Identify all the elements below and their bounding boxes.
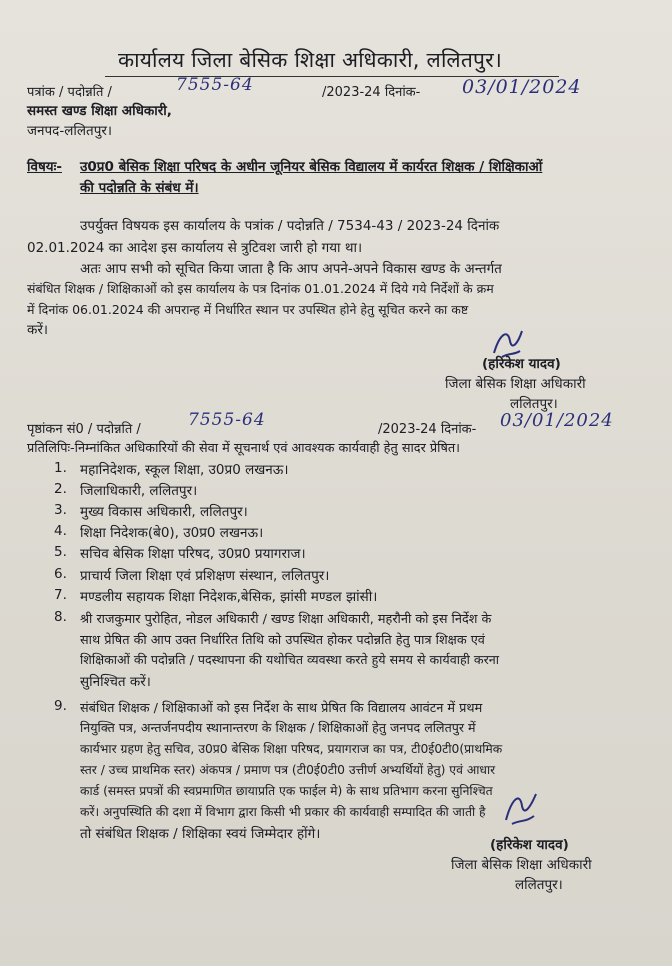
list-item-9-line6: करें। अनुपस्थिति की दशा में विभाग द्वारा किसी भी प्रकार की कार्यवाही सम्पादित की जाती है: [80, 805, 486, 819]
para1-line2: 02.01.2024 का आदेश इस कार्यालय से त्रुटिवश जारी हो गया था।: [27, 240, 363, 256]
list-item-8-number: 8.: [54, 609, 67, 625]
list-item-8-line1: श्री राजकुमार पुरोहित, नोडल अधिकारी / खण्ड शिक्षा अधिकारी, महरौनी को इस निर्देश के: [80, 612, 492, 627]
list-item: महानिदेशक, स्कूल शिक्षा, उ0प्र0 लखनऊ।: [80, 462, 289, 478]
list-item: प्राचार्य जिला शिक्षा एवं प्रशिक्षण संस्थान, ललितपुर।: [80, 568, 330, 584]
list-item: सचिव बेसिक शिक्षा परिषद, उ0प्र0 प्रयागराज।: [80, 546, 306, 562]
list-item-9-line3: कार्यभार ग्रहण हेतु सचिव, उ0प्र0 बेसिक शिक्षा परिषद, प्रयागराज का पत्र, टी0ई0टी0(प्राथमिक: [80, 742, 503, 756]
para2-line1: अतः आप सभी को सूचित किया जाता है कि आप अपने-अपने विकास खण्ड के अन्तर्गत: [80, 261, 502, 277]
para2-line4: करें।: [27, 322, 49, 338]
list-item-8-line3: शिक्षिकाओं की पदोन्नति / पदस्थापना की यथोचित व्यवस्था करते हुये समय से कार्यवाही करना: [80, 652, 499, 667]
office-title: कार्यालय जिला बेसिक शिक्षा अधिकारी, ललितपुर।: [118, 48, 503, 72]
list-item: शिक्षा निदेशक(बे0), उ0प्र0 लखनऊ।: [80, 525, 264, 541]
list-item-9-line7: तो संबंधित शिक्षक / शिक्षिका स्वयं जिम्मेदार होंगे।: [80, 826, 321, 842]
list-item: मुख्य विकास अधिकारी, ललितपुर।: [80, 504, 248, 520]
endorsement-year-label: /2023-24 दिनांक-: [378, 422, 477, 437]
reference-number-handwritten: 7555-64: [176, 75, 254, 95]
reference-label: पत्रांक / पदोन्नति /: [27, 85, 112, 100]
signature1-name: (हरिकेश यादव): [482, 356, 561, 372]
subject-label: विषयः-: [27, 159, 62, 175]
recipient-line2: जनपद-ललितपुर।: [27, 123, 113, 139]
signature-mark-2: [498, 786, 542, 830]
endorsement-number-handwritten: 7555-64: [188, 410, 266, 430]
list-item-number: 7.: [54, 587, 67, 603]
reference-year-label: /2023-24 दिनांक-: [322, 85, 421, 100]
copy-to-line: प्रतिलिपिः-निम्नांकित अधिकारियों की सेवा में सूचनार्थ एवं आवश्यक कार्यवाही हेतु सादर प्रेषित।: [27, 441, 461, 456]
list-item-8-line2: साथ प्रेषित की आप उक्त निर्धारित तिथि को उपस्थित होकर पदोन्नति हेतु पात्र शिक्षक एवं: [80, 633, 485, 648]
subject-line2: की पदोन्नति के संबंध में।: [80, 180, 199, 196]
list-item-9-line2: नियुक्ति पत्र, अन्तर्जनपदीय स्थानान्तरण के शिक्षक / शिक्षिकाओं हेतु जनपद ललितपुर में: [80, 720, 476, 735]
signature2-name: (हरिकेश यादव): [490, 837, 569, 853]
signature1-place: ललितपुर।: [510, 396, 558, 412]
endorsement-date-handwritten: 03/01/2024: [500, 410, 614, 431]
list-item: मण्डलीय सहायक शिक्षा निदेशक,बेसिक, झांसी मण्डल झांसी।: [80, 589, 378, 605]
list-item-8-line4: सुनिश्चित करें।: [80, 674, 151, 690]
list-item: जिलाधिकारी, ललितपुर।: [80, 483, 198, 499]
para2-line3: में दिनांक 06.01.2024 की अपरान्ह में निर्धारित स्थान पर उपस्थित होने हेतु सूचित करने का कष्ट: [27, 302, 469, 317]
subject-line1: उ0प्र0 बेसिक शिक्षा परिषद के अधीन जूनियर बेसिक विद्यालय में कार्यरत शिक्षक / शिक्षिकाओं: [80, 159, 543, 175]
para2-line2: संबंधित शिक्षक / शिक्षिकाओं को इस कार्यालय के पत्र दिनांक 01.01.2024 में दिये गये निर्देशों के क्रम: [27, 281, 494, 296]
endorsement-label: पृष्ठांकन सं0 / पदोन्नति /: [27, 422, 141, 437]
para1-line1: उपर्युक्त विषयक इस कार्यालय के पत्रांक / पदोन्नति / 7534-43 / 2023-24 दिनांक: [80, 218, 500, 234]
signature1-designation: जिला बेसिक शिक्षा अधिकारी: [445, 376, 586, 392]
list-item-9-line5: कार्ड (समस्त प्रपत्रों की स्वप्रमाणित छायाप्रति एक फाईल मे) के साथ प्रतिभाग करना सुनिश्चित: [80, 784, 493, 798]
signature2-designation: जिला बेसिक शिक्षा अधिकारी: [451, 857, 592, 873]
list-item-number: 6.: [54, 566, 67, 582]
recipient-line1: समस्त खण्ड शिक्षा अधिकारी,: [27, 103, 172, 119]
date-handwritten: 03/01/2024: [462, 76, 582, 98]
list-item-number: 3.: [54, 502, 67, 518]
list-item-9-line4: स्तर / उच्च प्राथमिक स्तर) अंकपत्र / प्रमाण पत्र (टी0ई0टी0 उत्तीर्ण अभ्यर्थियों हेतु) एवं आधार: [80, 763, 496, 777]
list-item-9-line1: संबंधित शिक्षक / शिक्षिकाओं को इस निर्देश के साथ प्रेषित कि विद्यालय आवंटन में प्रथम: [80, 701, 483, 716]
list-item-number: 4.: [54, 523, 67, 539]
list-item-number: 5.: [54, 544, 67, 560]
list-item-number: 2.: [54, 481, 67, 497]
list-item-9-number: 9.: [54, 698, 67, 714]
list-item-number: 1.: [54, 460, 67, 476]
signature2-place: ललितपुर।: [515, 877, 563, 893]
